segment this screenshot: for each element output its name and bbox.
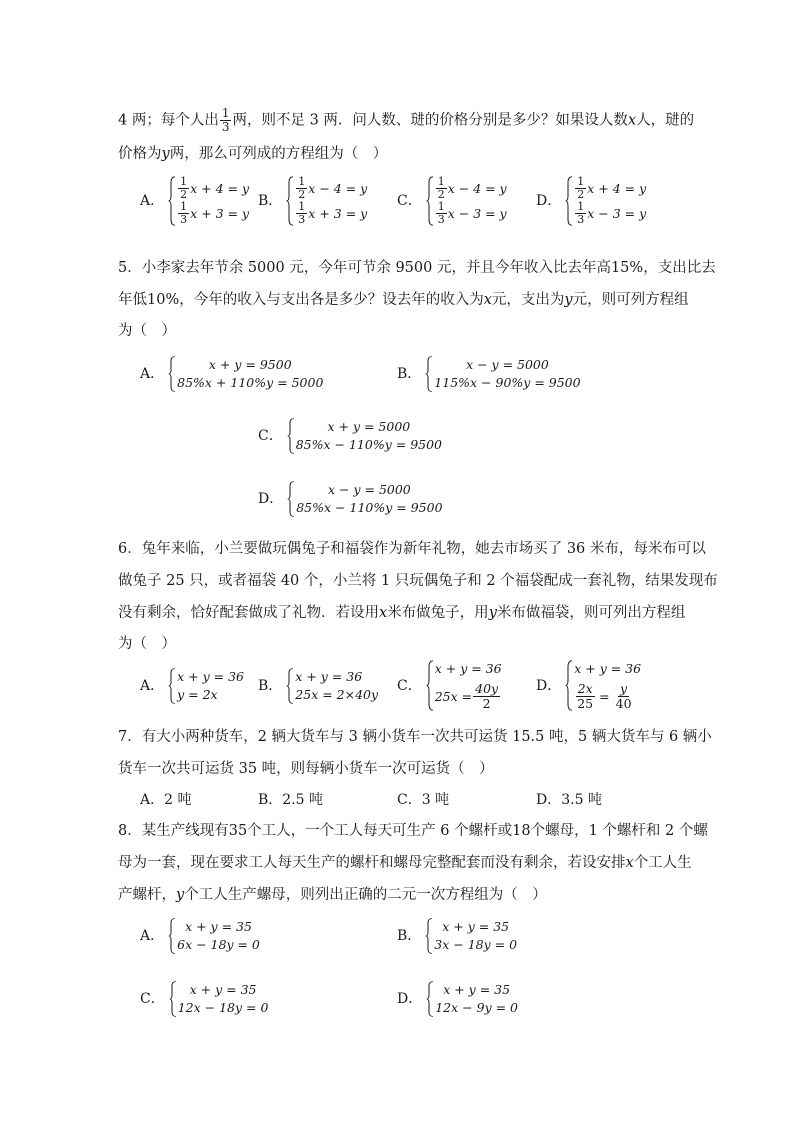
q7-line-2: 货车一次共可运货 35 吨，则每辆小货车一次可运货（ ） [118, 761, 494, 777]
option-label: A． [140, 928, 165, 944]
var-x: x [625, 855, 634, 871]
brace-icon [565, 660, 573, 711]
q6-option-d[interactable] [536, 660, 641, 711]
equation-system: x + y = 36 y = 2x [168, 668, 244, 704]
fraction: $\frac{1}{3}$ [221, 106, 230, 134]
q8-option-c[interactable] [140, 981, 268, 1017]
brace-icon [425, 918, 433, 954]
q8-line-1: 8．某生产线现有35个工人，一个工人每天可生产 6 个螺杆或18个螺母，1 个螺杆和 2 个螺 [118, 823, 708, 839]
q4-option-b[interactable] [258, 176, 367, 226]
q8-line-2: 母为一套，现在要求工人每天生产的螺杆和螺母完整配套而没有剩余，若设安排x个工人生 [118, 855, 692, 871]
q7-option-b[interactable]: B．2.5 吨 [258, 792, 324, 808]
equation-system: x + y = 35 12x − 18y = 0 [169, 981, 269, 1017]
option-label: B． [397, 366, 422, 382]
brace-icon [168, 918, 176, 954]
equation-system: x + y = 9500 85%x + 110%y = 5000 [168, 356, 323, 392]
equation-system: x + y = 36 25x = $\frac{40y}{2}$ [426, 660, 502, 711]
q4-option-a[interactable] [140, 176, 249, 226]
option-label: B． [258, 678, 283, 694]
equation-system: $\frac{1}{2}$ x + 4 = y $\frac{1}{3}$ x + 3 = y [168, 176, 249, 226]
option-label: D． [397, 991, 423, 1007]
brace-icon [426, 981, 434, 1017]
var-y: y [488, 605, 497, 621]
equation-system: x − y = 5000 115%x − 90%y = 9500 [425, 356, 580, 392]
q5-line-3: 为（ ） [118, 323, 176, 339]
option-label: D． [258, 491, 284, 507]
var-x: x [379, 605, 388, 621]
q5-option-d[interactable] [258, 481, 443, 517]
brace-icon [169, 981, 177, 1017]
q8-option-b[interactable] [397, 918, 517, 954]
equation-system: $\frac{1}{2}$ x + 4 = y $\frac{1}{3}$ x − 3 = y [565, 176, 646, 226]
q6-line-4: 为（ ） [118, 636, 176, 652]
q5-option-a[interactable] [140, 356, 323, 392]
q4-text: 人，琎的 [636, 112, 695, 129]
equation-system: x + y = 36 $\frac{2x}{25}$ = $\frac{y}{40}$ [565, 660, 641, 711]
q7-option-a[interactable]: A．2 吨 [140, 792, 192, 808]
q8-option-d[interactable] [397, 981, 518, 1017]
equation-system: $\frac{1}{2}$ x − 4 = y $\frac{1}{3}$ x − 3 = y [426, 176, 507, 226]
option-label: A． [140, 678, 165, 694]
option-label: B． [258, 193, 283, 209]
equation-system: x + y = 5000 85%x − 110%y = 9500 [287, 418, 442, 454]
q5-line-1: 5．小李家去年节余 5000 元，今年可节余 9500 元，并且今年收入比去年高15%，支出比去 [118, 260, 716, 276]
equation-system: x − y = 5000 85%x − 110%y = 9500 [287, 481, 442, 517]
q7-option-d[interactable]: D．3.5 吨 [536, 792, 602, 808]
brace-icon [565, 176, 573, 226]
q6-option-a[interactable] [140, 668, 244, 704]
brace-icon [426, 176, 434, 226]
option-label: B． [397, 928, 422, 944]
var-x: x [627, 112, 637, 129]
brace-icon [425, 356, 433, 392]
equation-system: x + y = 35 12x − 9y = 0 [426, 981, 518, 1017]
q4-text: 4 两；每个人出 [118, 112, 219, 129]
q6-line-1: 6．兔年来临，小兰要做玩偶兔子和福袋作为新年礼物，她去市场买了 36 米布，每米布可以 [118, 541, 706, 557]
option-label: A． [140, 193, 165, 209]
q4-text: 两，则不足 3 两．问人数、琎的价格分别是多少？如果设人数 [232, 112, 628, 129]
q6-option-b[interactable] [258, 668, 378, 704]
brace-icon [287, 418, 295, 454]
q4-line-2: 价格为y两，那么可列成的方程组为（ ） [118, 146, 388, 162]
q7-line-1: 7．有大小两种货车，2 辆大货车与 3 辆小货车一次共可运货 15.5 吨，5 辆大货车与 6 辆小 [118, 729, 712, 745]
brace-icon [286, 668, 294, 704]
option-label: A． [140, 366, 165, 382]
var-y: y [161, 146, 170, 162]
equation-system: x + y = 35 6x − 18y = 0 [168, 918, 260, 954]
option-label: C． [397, 193, 422, 209]
q8-line-3: 产螺杆，y个工人生产螺母，则列出正确的二元一次方程组为（ ） [118, 887, 547, 903]
q5-line-2: 年低10%，今年的收入与支出各是多少？设去年的收入为x元，支出为y元，则可列方程组 [118, 292, 689, 308]
brace-icon [426, 660, 434, 711]
option-label: D． [536, 677, 562, 694]
q5-option-c[interactable] [258, 418, 442, 454]
q6-line-2: 做兔子 25 只，或者福袋 40 个，小兰将 1 只玩偶兔子和 2 个福袋配成一套礼物，结果发现布 [118, 573, 718, 589]
option-label: C． [397, 677, 422, 694]
option-label: C． [258, 428, 283, 444]
q5-option-b[interactable] [397, 356, 581, 392]
equation-system: x + y = 36 25x = 2×40y [286, 668, 378, 704]
brace-icon [168, 356, 176, 392]
brace-icon [286, 176, 294, 226]
q4-option-d[interactable] [536, 176, 646, 226]
option-label: C． [140, 991, 165, 1007]
q8-option-a[interactable] [140, 918, 260, 954]
q4-line-1 [118, 106, 695, 134]
q6-line-3: 没有剩余，恰好配套做成了礼物．若设用x米布做兔子，用y米布做福袋，则可列出方程组 [118, 605, 686, 621]
q4-option-c[interactable] [397, 176, 507, 226]
equation-system: x + y = 35 3x − 18y = 0 [425, 918, 517, 954]
brace-icon [168, 176, 176, 226]
var-y: y [176, 887, 185, 903]
brace-icon [168, 668, 176, 704]
var-x: x [483, 292, 492, 308]
var-y: y [564, 292, 573, 308]
option-label: D． [536, 193, 562, 209]
q6-option-c[interactable] [397, 660, 502, 711]
q7-option-c[interactable]: C．3 吨 [397, 792, 450, 808]
brace-icon [287, 481, 295, 517]
equation-system: $\frac{1}{2}$ x − 4 = y $\frac{1}{3}$ x + 3 = y [286, 176, 367, 226]
